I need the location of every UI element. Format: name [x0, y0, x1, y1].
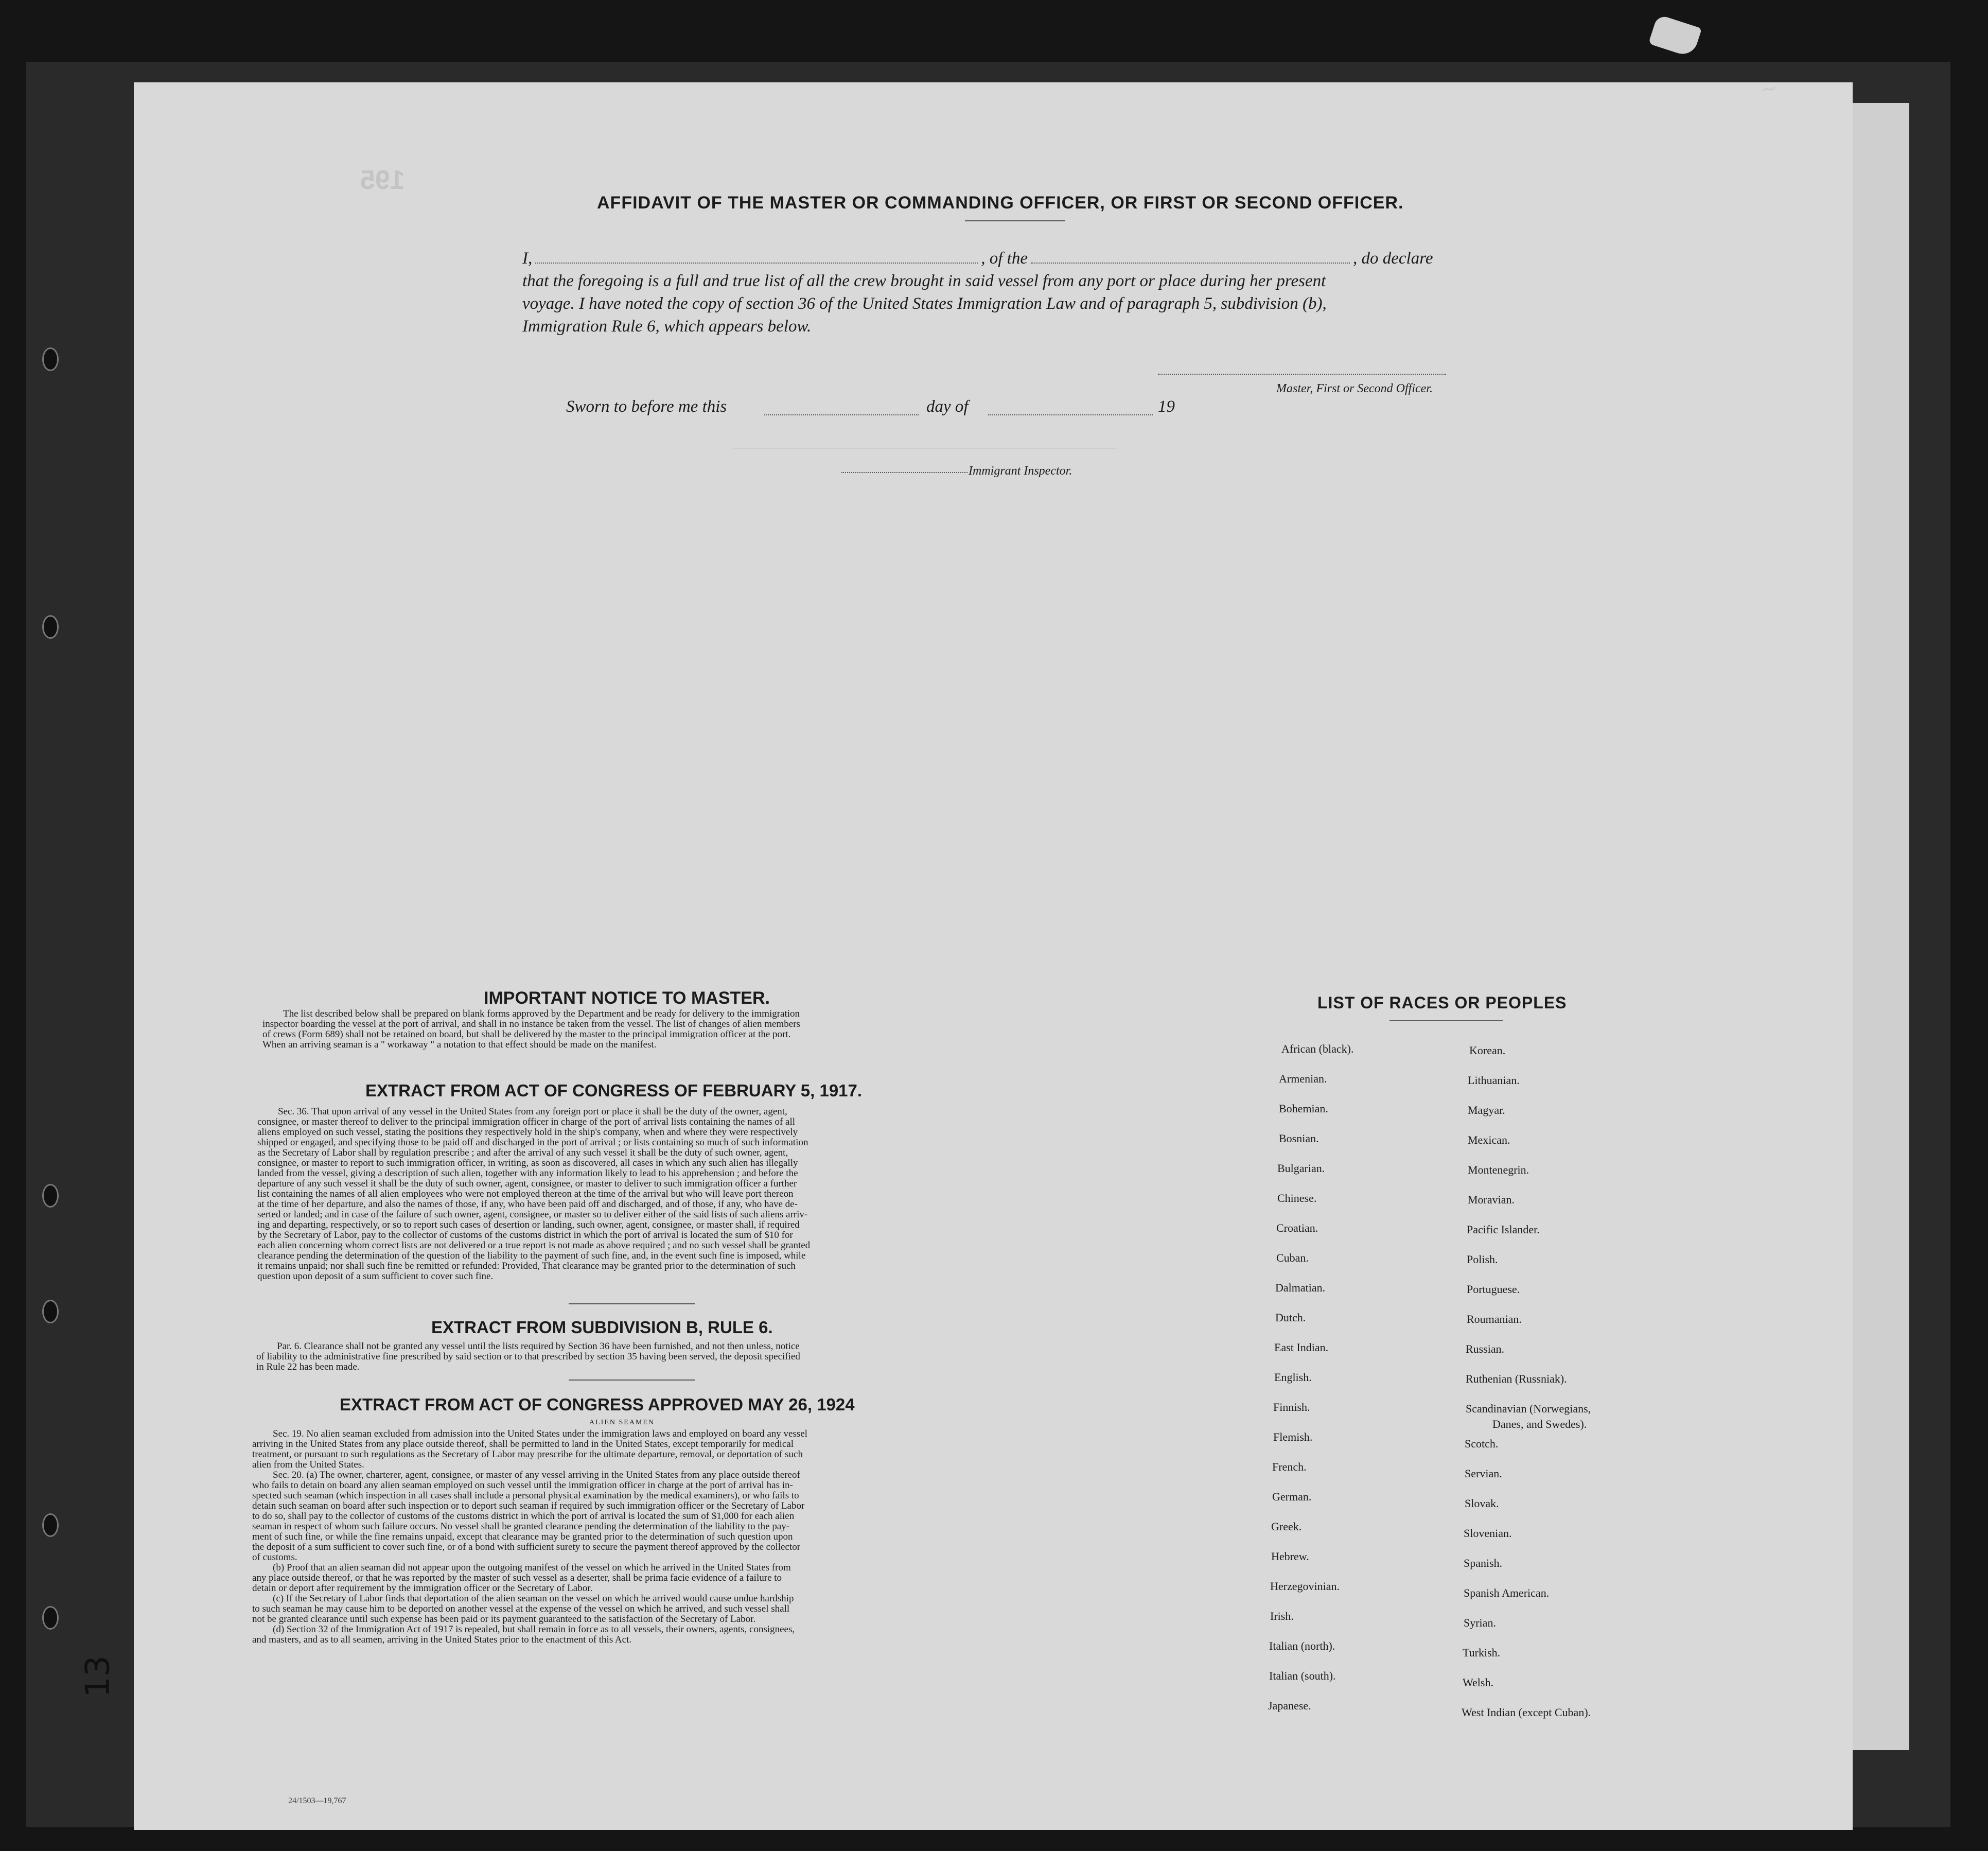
race-item: Hebrew.: [1271, 1550, 1309, 1563]
extract-1917-line: list containing the names of all alien employees who were not employed thereon at the time of the arrival but who will leave port thereon: [257, 1189, 794, 1199]
affidavit-line-1: [522, 247, 1500, 270]
race-item: East Indian.: [1274, 1341, 1329, 1354]
race-item: Turkish.: [1463, 1646, 1501, 1659]
extract-1924-line: Sec. 19. No alien seaman excluded from admission into the United States under the immigration laws and employed on board any vessel: [273, 1428, 807, 1439]
extract-1924-line: not be granted clearance until such expense has been paid or its payment guaranteed to the satisfaction of the Secretary of Labor.: [252, 1614, 756, 1625]
extract-rule6-line: in Rule 22 has been made.: [256, 1361, 360, 1372]
extract-1917-line: ing and departing, respectively, or so to report such cases of desertion or landing, such owner, agent, consignee, or master shall, if required: [257, 1219, 800, 1230]
race-item: Lithuanian.: [1468, 1074, 1520, 1087]
race-item: Herzegovinian.: [1270, 1580, 1340, 1593]
affidavit-of-the: , of the: [981, 249, 1028, 268]
notice-line: The list described below shall be prepared on blank forms approved by the Department and be ready for delivery to the immigration: [283, 1008, 800, 1019]
race-item: Scotch.: [1465, 1437, 1499, 1450]
extract-1924-line: alien from the United States.: [252, 1459, 364, 1470]
inspector-label: Immigrant Inspector.: [969, 464, 1072, 478]
race-item: Bosnian.: [1279, 1132, 1319, 1145]
race-item: Slovak.: [1465, 1497, 1499, 1510]
race-item: Portuguese.: [1467, 1283, 1520, 1296]
extract-1917-line: clearance pending the determination of the question of the liability to the payment of such fine, and, in the event such fine is imposed, while: [257, 1250, 806, 1261]
race-item: Spanish.: [1464, 1557, 1503, 1569]
title-underline: [965, 220, 1065, 221]
race-item: Ruthenian (Russniak).: [1466, 1372, 1567, 1385]
officer-name-field[interactable]: [535, 263, 978, 264]
extract-1924-line: to do so, shall pay to the collector of customs of the customs district in which the port of arrival is located the sum of $1,000 for each alien: [252, 1511, 795, 1522]
race-item: Irish.: [1270, 1610, 1294, 1622]
race-item: Flemish.: [1273, 1430, 1313, 1443]
race-item: Slovenian.: [1464, 1527, 1512, 1540]
extract-rule6-paragraph: [256, 1341, 1018, 1372]
extract-1924-line: ment of such fine, or while the fine remains unpaid, except that clearance may be granted prior to the determination of such question upon: [252, 1531, 793, 1542]
binder-hole: [42, 1184, 59, 1208]
race-item: Scandinavian (Norwegians,: [1466, 1402, 1591, 1415]
notice-title: IMPORTANT NOTICE TO MASTER.: [484, 988, 770, 1008]
extract-1917-line: each alien concerning whom correct lists are not delivered or a true report is not made as above required ; and no such vessel shall be granted: [257, 1240, 811, 1251]
sworn-year-prefix: 19: [1158, 397, 1175, 416]
race-item: Welsh.: [1463, 1676, 1493, 1689]
race-item: Syrian.: [1464, 1616, 1496, 1629]
extract-1917-line: as the Secretary of Labor shall by regulation prescribe ; and after the arrival of any such vessel it shall be the duty of such owner, agent,: [257, 1147, 788, 1158]
affidavit-line-3: voyage. I have noted the copy of section 36 of the United States Immigration Law and of paragraph 5, subdivision (b),: [522, 294, 1327, 313]
race-item: Spanish American.: [1464, 1586, 1550, 1599]
extract-rule6-title: EXTRACT FROM SUBDIVISION B, RULE 6.: [431, 1318, 773, 1337]
extract-1924-subtitle: ALIEN SEAMEN: [589, 1419, 655, 1426]
extract-1924-line: treatment, or pursuant to such regulations as the Secretary of Labor may prescribe for the ultimate departure, removal, or deportation of such: [252, 1449, 803, 1460]
affidavit-line-4: Immigration Rule 6, which appears below.: [522, 317, 812, 336]
race-item: German.: [1272, 1490, 1312, 1503]
race-item: French.: [1272, 1460, 1307, 1473]
extract-rule6-line: of liability to the administrative fine prescribed by said section or to that prescribed by section 35 having been served, the deposit specified: [256, 1351, 800, 1362]
sworn-prefix: Sworn to before me this: [566, 397, 727, 416]
extract-1924-line: (c) If the Secretary of Labor finds that deportation of the alien seaman on the vessel on which he arrived would cause undue hardship: [273, 1593, 794, 1604]
extract-1924-line: Sec. 20. (a) The owner, charterer, agent, consignee, or master of any vessel arriving in the United States from any place outside thereof: [273, 1470, 800, 1480]
extract-1924-line: any place outside thereof, or that he was reported by the master of such vessel as a deserter, shall be prima facie evidence of a failure to: [252, 1573, 782, 1583]
binder-hole: [42, 1606, 59, 1630]
race-item: Finnish.: [1273, 1401, 1310, 1413]
extract-1924-line: the deposit of a sum sufficient to cover such fine, or of a bond with sufficient surety to secure the payment thereof approved by the collector: [252, 1542, 801, 1552]
notice-line: of crews (Form 689) shall not be retained on board, but shall be delivered by the master to the principal immigration officer at the port.: [262, 1029, 791, 1040]
extract-1924-line: and masters, and as to all seamen, arriving in the United States prior to the enactment of this Act.: [252, 1634, 632, 1645]
race-item: Croatian.: [1276, 1221, 1318, 1234]
race-item: Danes, and Swedes).: [1492, 1418, 1587, 1430]
race-item: West Indian (except Cuban).: [1462, 1706, 1591, 1719]
race-item: Greek.: [1271, 1520, 1302, 1533]
sworn-month-field[interactable]: [988, 414, 1153, 415]
race-item: Mexican.: [1468, 1133, 1510, 1146]
extract-1917-line: consignee, or master thereof to deliver to the principal immigration officer in charge of the port of arrival lists containing the names of all: [257, 1116, 796, 1127]
races-title: LIST OF RACES OR PEOPLES: [1317, 993, 1567, 1012]
race-item: Dalmatian.: [1275, 1281, 1326, 1294]
race-item: Polish.: [1467, 1253, 1498, 1266]
extract-1924-line: who fails to detain on board any alien seaman employed on such vessel until the immigration officer in charge at the port of arrival has in-: [252, 1480, 793, 1491]
extract-1917-title: EXTRACT FROM ACT OF CONGRESS OF FEBRUARY 5, 1917.: [365, 1081, 863, 1100]
race-item: Pacific Islander.: [1467, 1223, 1540, 1236]
extract-1917-line: departure of any such vessel it shall be the duty of such owner, agent, consignee, or master to deliver to such immigration officer a further: [257, 1178, 797, 1189]
affidavit-declare: , do declare: [1352, 249, 1433, 268]
extract-1924-line: to such seaman he may cause him to be deported on another vessel at the expense of the vessel on which he arrived, and such vessel shall: [252, 1603, 790, 1614]
race-item: Bulgarian.: [1277, 1162, 1325, 1175]
torn-paper-scrap: [1648, 14, 1702, 58]
form-number: 24/1503—19,767: [288, 1796, 346, 1805]
section-divider: [569, 1303, 695, 1304]
extract-rule6-line: Par. 6. Clearance shall not be granted any vessel until the lists required by Section 36 have been furnished, and not then unless, notice: [277, 1341, 800, 1352]
race-item: Bohemian.: [1279, 1102, 1328, 1115]
extract-1924-line: (d) Section 32 of the Immigration Act of 1917 is repealed, but shall remain in force as to all vessels, their owners, agents, consignees,: [273, 1624, 795, 1635]
extract-1917-line: it remains unpaid; nor shall such fine be remitted or refunded: Provided, That clearance may be granted prior to the determination of such: [257, 1261, 796, 1271]
extract-1917-line: Sec. 36. That upon arrival of any vessel in the United States from any foreign port or place it shall be the duty of the owner, agent,: [278, 1106, 787, 1117]
notice-line: When an arriving seaman is a " workaway " a notation to that effect should be made on the manifest.: [262, 1039, 657, 1050]
race-item: African (black).: [1281, 1042, 1354, 1055]
race-item: Moravian.: [1468, 1193, 1515, 1206]
extract-1924-line: spected such seaman (which inspection in all cases shall include a personal physical examination by the medical examiners), or who fails to: [252, 1490, 799, 1501]
handwritten-corner-note: ~: [1758, 76, 1780, 102]
sworn-date-field[interactable]: [764, 414, 919, 415]
extract-1917-line: serted or landed; and in case of the failure of such owner, agent, consignee, or master so to deliver either of the said lists of such aliens arriv-: [257, 1209, 808, 1220]
section-divider: [569, 1379, 695, 1381]
extract-1924-title: EXTRACT FROM ACT OF CONGRESS APPROVED MAY 26, 1924: [340, 1395, 855, 1414]
race-item: Italian (north).: [1269, 1639, 1335, 1652]
extract-1924-line: arriving in the United States from any place outside thereof, shall be permitted to land in the United States, except temporarily for medical: [252, 1439, 794, 1450]
extract-1917-line: shipped or engaged, and specifying those to be paid off and discharged in the port of arrival ; or lists containing so much of such information: [257, 1137, 808, 1148]
race-item: Chinese.: [1277, 1192, 1317, 1204]
form-page: [134, 82, 1853, 1830]
race-item: Servian.: [1465, 1467, 1502, 1480]
extract-1917-line: question upon deposit of a sum sufficient to cover such fine.: [257, 1271, 494, 1282]
extract-1917-paragraph: [257, 1107, 1019, 1282]
race-item: English.: [1274, 1371, 1312, 1384]
race-item: Armenian.: [1279, 1072, 1327, 1085]
inspector-signature-field[interactable]: [841, 472, 967, 473]
race-item: Russian.: [1466, 1342, 1505, 1355]
extract-1924-line: (b) Proof that an alien seaman did not appear upon the outgoing manifest of the vessel on which he arrived in the United States from: [273, 1562, 791, 1573]
extract-1917-line: at the time of her departure, and also the names of those, if any, who have been paid off and discharged, and of those, if any, who have de-: [257, 1199, 798, 1210]
sworn-day-of: day of: [926, 397, 969, 416]
race-item: Japanese.: [1268, 1699, 1311, 1712]
vessel-name-field[interactable]: [1031, 263, 1350, 264]
race-item: Montenegrin.: [1468, 1163, 1529, 1176]
race-item: Cuban.: [1276, 1251, 1309, 1264]
extract-1917-line: by the Secretary of Labor, pay to the collector of customs of the customs district in which the port of arrival is located the sum of $10 for: [257, 1230, 793, 1241]
race-item: Italian (south).: [1269, 1669, 1336, 1682]
master-signature-label: Master, First or Second Officer.: [1276, 382, 1433, 395]
binder-hole: [42, 615, 59, 639]
master-signature-field[interactable]: [1158, 374, 1446, 375]
extract-1924-line: detain or deport after requirement by the immigration officer or the Secretary of Labor.: [252, 1583, 593, 1594]
races-title-underline: [1389, 1020, 1503, 1021]
extract-1917-line: landed from the vessel, giving a description of such alien, together with any information likely to lead to his apprehension ; and before the: [257, 1168, 798, 1179]
race-item: Korean.: [1469, 1044, 1506, 1057]
binder-hole: [42, 1300, 59, 1323]
extract-1924-line: seaman in respect of whom such failure occurs. No vessel shall be granted clearance pending the determination of the liability to the pay-: [252, 1521, 790, 1532]
notice-line: inspector boarding the vessel at the port of arrival, and shall in no instance be taken from the vessel. The list of changes of alien members: [262, 1019, 800, 1029]
affidavit-title: AFFIDAVIT OF THE MASTER OR COMMANDING OFFICER, OR FIRST OR SECOND OFFICER.: [597, 193, 1404, 213]
affidavit-line-2: that the foregoing is a full and true list of all the crew brought in said vessel from any port or place during her present: [522, 272, 1326, 290]
extract-1917-line: consignee, or master to report to such immigration officer, in writing, as soon as discovered, all cases in which any such alien has illegally: [257, 1158, 798, 1168]
sheet-number: 13: [79, 1655, 117, 1698]
race-item: Magyar.: [1468, 1104, 1505, 1116]
affidavit-i: I,: [522, 249, 533, 268]
show-through-text: 195: [360, 165, 405, 195]
notice-paragraph: [262, 1009, 1019, 1050]
binder-hole: [42, 1513, 59, 1537]
extract-1924-paragraph: [252, 1429, 1014, 1645]
binder-hole: [42, 347, 59, 371]
race-item: Roumanian.: [1467, 1313, 1522, 1325]
extract-1917-line: aliens employed on such vessel, stating the positions they respectively hold in the ship's company, when and where they were respectively: [257, 1127, 798, 1138]
extract-1924-line: detain such seaman on board after such inspection or to deport such seaman if required by such immigration officer or the Secretary of Labor: [252, 1500, 805, 1511]
extract-1924-line: of customs.: [252, 1552, 297, 1563]
race-item: Dutch.: [1275, 1311, 1306, 1324]
affidavit-body: [522, 247, 1500, 338]
